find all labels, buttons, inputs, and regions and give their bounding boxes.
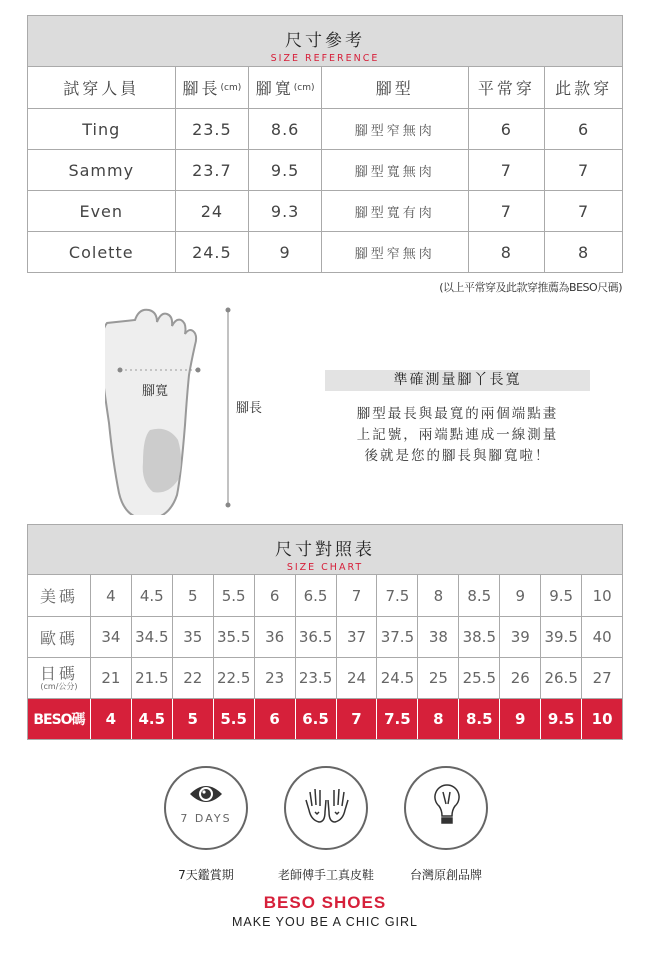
size-cell: 39 [499,617,540,657]
row-label [28,575,90,616]
size-cell: 7 [336,575,377,616]
size-cell: 7 [336,699,377,739]
size-cell: 24 [336,658,377,698]
measure-instructions [325,404,590,467]
header-row [28,67,622,108]
instruction-line: 上記號，兩端點連成一線測量 [356,427,559,443]
table-cell: 8.6 [248,109,321,149]
column-header [544,67,622,108]
foot-width-label: 腳寬 [142,384,169,399]
row-label [28,699,90,739]
7days-badge: 7 DAYS [180,812,232,825]
row-label-text: 日碼 [39,663,78,683]
size-cell: 7.5 [376,575,417,616]
size-cell: 5 [172,575,213,616]
table-cell: Sammy [68,160,135,180]
table-cell: 9.3 [248,191,321,231]
header-label: 此款穿 [555,79,613,98]
unit-label: (cm) [293,82,315,93]
size-cell: 8 [417,575,458,616]
size-cell: 8.5 [458,575,499,616]
table-cell: 8 [544,232,622,272]
size-row [28,616,622,657]
row-label [28,617,90,657]
foot-length-label: 腳長 [236,401,263,416]
table-subtitle: SIZE CHART [286,562,364,573]
table-cell: 6 [468,109,545,149]
brand-tagline: MAKE YOU BE A CHIC GIRL [231,915,418,929]
header-label: 平常穿 [477,79,535,98]
size-cell: 5 [172,699,213,739]
measure-heading: 準確測量腳丫長寬 [325,370,590,391]
table-cell: 腳型寬無肉 [321,150,468,190]
brand-name: BESO SHOES [263,893,387,912]
feature-7days [164,766,248,850]
table-cell: 23.5 [175,109,249,149]
size-cell: 34.5 [131,617,172,657]
size-cell: 26.5 [540,658,581,698]
size-chart-table [27,524,623,740]
table-cell: Colette [68,242,134,262]
size-cell: 35 [172,617,213,657]
table-cell: 9.5 [248,150,321,190]
size-cell: 39.5 [540,617,581,657]
table-cell: 腳型窄無肉 [321,109,468,149]
size-cell: 21.5 [131,658,172,698]
table-cell: 8 [468,232,545,272]
table-cell: 23.7 [175,150,249,190]
size-cell: 6 [254,575,295,616]
size-cell: 26 [499,658,540,698]
size-row [28,575,622,616]
column-header [321,67,468,108]
feature-handmade [284,766,368,850]
table-cell: 9 [248,232,321,272]
size-cell: 9 [499,699,540,739]
size-cell: 4 [90,575,131,616]
size-cell: 6 [254,699,295,739]
table-cell: 7 [544,191,622,231]
table-cell: 6 [544,109,622,149]
table-cell: 24.5 [175,232,249,272]
column-header [468,67,545,108]
table-cell: 24 [175,191,249,231]
table-subtitle: SIZE REFERENCE [270,53,380,64]
column-header [248,67,321,108]
eye-icon [188,782,224,806]
unit-label: (cm) [220,82,242,93]
size-row [28,657,622,698]
header-label: 腳長 [182,79,221,98]
size-cell: 10 [581,699,622,739]
unit-label: (cm/公分) [40,681,78,691]
table-header [28,525,622,575]
row-label-text: BESO碼 [33,712,85,728]
table-cell: 7 [468,191,545,231]
feature-label: 老師傅手工真皮鞋 [277,868,374,882]
row-label-text: 歐碼 [39,628,78,648]
column-header [28,67,175,108]
size-cell: 22 [172,658,213,698]
beso-size-row [28,698,622,739]
size-cell: 22.5 [213,658,254,698]
size-cell: 25.5 [458,658,499,698]
size-cell: 40 [581,617,622,657]
size-cell: 27 [581,658,622,698]
foot-diagram [105,300,245,515]
table-row [28,108,622,149]
size-cell: 8 [417,699,458,739]
row-label-text: 美碼 [39,587,78,606]
size-cell: 38 [417,617,458,657]
header-label: 試穿人員 [63,79,140,98]
feature-label: 台灣原創品牌 [409,868,482,882]
table-cell: 腳型窄無肉 [321,232,468,272]
header-label: 腳寬 [255,79,294,98]
size-cell: 6.5 [295,699,336,739]
size-cell: 36 [254,617,295,657]
size-cell: 4.5 [131,699,172,739]
table-cell: 7 [468,150,545,190]
size-cell: 24.5 [376,658,417,698]
table-row [28,190,622,231]
size-cell: 34 [90,617,131,657]
size-cell: 38.5 [458,617,499,657]
column-header [175,67,249,108]
table-cell: 腳型寬有肉 [321,191,468,231]
size-cell: 23.5 [295,658,336,698]
size-cell: 10 [581,575,622,616]
table-cell: 7 [544,150,622,190]
size-cell: 6.5 [295,575,336,616]
header-label: 腳型 [375,79,414,98]
size-cell: 37 [336,617,377,657]
size-cell: 7.5 [376,699,417,739]
size-cell: 9.5 [540,575,581,616]
hands-icon [302,786,352,826]
table-cell: Even [79,201,124,221]
row-label [28,658,90,698]
table-cell: Ting [82,119,121,139]
size-cell: 23 [254,658,295,698]
instruction-line: 後就是您的腳長與腳寬啦！ [364,448,551,464]
size-cell: 36.5 [295,617,336,657]
size-cell: 5.5 [213,699,254,739]
size-cell: 35.5 [213,617,254,657]
table-row [28,149,622,190]
table-title: 尺寸參考 [285,31,365,51]
size-cell: 37.5 [376,617,417,657]
table-header [28,16,622,67]
size-cell: 4.5 [131,575,172,616]
size-cell: 9.5 [540,699,581,739]
size-cell: 5.5 [213,575,254,616]
size-cell: 21 [90,658,131,698]
lightbulb-icon [432,782,462,832]
size-cell: 4 [90,699,131,739]
size-reference-table [27,15,623,273]
size-cell: 9 [499,575,540,616]
table-title: 尺寸對照表 [275,540,375,560]
instruction-line: 腳型最長與最寬的兩個端點畫 [356,406,559,422]
size-cell: 25 [417,658,458,698]
table-row [28,231,622,272]
recommendation-note: (以上平常穿及此款穿推薦為BESO尺碼) [439,281,622,294]
feature-label: 7天鑑賞期 [178,868,234,882]
feature-taiwan-brand [404,766,488,850]
size-cell: 8.5 [458,699,499,739]
